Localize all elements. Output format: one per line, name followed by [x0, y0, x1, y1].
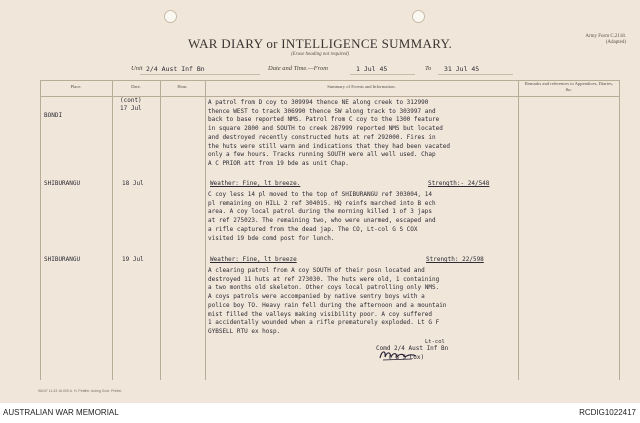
- to-value: 31 Jul 45: [444, 65, 480, 73]
- army-form-number: Army Form C.2118. (Adapted): [585, 34, 626, 45]
- signature-name: ( G S Cox): [388, 354, 425, 361]
- from-underline: [350, 74, 415, 75]
- entry-summary: A patrol from D coy to 309994 thence NE along creek to 312990 thence WEST to track 306990 thence SW along track to 303997 and back to base reported NMS. Patrol from C coy to the 1300 feature in square 2800 and SOUTH to creek 287999 reported NMS but located and destroyed recently constructed huts at ref 292000. Fires in the huts were still warm and indications that they had been vacated only a few hours. Tracks running SOUTH were all well used. Chap A C PRIOR att from 19 bde as unit Chap.: [208, 99, 451, 167]
- archive-id: RCDIG1022417: [579, 408, 636, 417]
- signature-title: Comd 2/4 Aust Inf Bn: [376, 345, 449, 352]
- unit-label: Unit: [131, 65, 143, 72]
- entry-summary: A clearing patrol from A coy SOUTH of their posn located and destroyed 11 huts at ref 273030. The huts were old, 1 containing a two months old skeleton. Other coys local patrolling only NMS. A coys patrols were accompanied by native sentry boys with a police boy TO. Heavy rain fell during the afternoon and a mountain mist filled the valleys making visibility poor. A coy suffered 1 accidentally wounded when a rifle prematurely exploded. Lt G F GYBSELL RTU ex hosp.: [208, 267, 447, 335]
- from-value: 1 Jul 45: [356, 65, 388, 73]
- page-subtitle: (Erase heading not required): [290, 52, 350, 57]
- punch-hole: [412, 10, 425, 23]
- entry-summary: C coy less 14 pl moved to the top of SHIBURANGU ref 303004, 14 pl remaining on HILL 2 ref 304015. HQ reinfs marched into B ech area. A coy local patrol during the morning killed 1 of 3 japs at ref 275023. The remaining two, who were unarmed, escaped and a rifle captured from the dead jap. The CO, Lt-col G S COX visited 19 bde comd post for lunch.: [208, 191, 436, 242]
- entry-place: BONDI: [44, 112, 63, 119]
- col-rule: [112, 80, 113, 380]
- col-header-hour: Hour.: [177, 84, 188, 89]
- punch-hole: [164, 10, 177, 23]
- col-rule: [205, 80, 206, 380]
- col-rule: [518, 80, 519, 380]
- entry-weather: Weather: Fine, lt breeze: [210, 256, 297, 263]
- col-rule: [160, 80, 161, 380]
- to-underline: [438, 74, 513, 75]
- printer-imprint: 96247 11.43 16,000 A. H. Pettifer, Acting Govt. Printer.: [38, 389, 123, 393]
- unit-underline: [140, 74, 260, 75]
- col-header-remarks: Remarks and references to Appendices, Diaries, &c.: [524, 81, 614, 92]
- page-title: WAR DIARY or INTELLIGENCE SUMMARY.: [187, 36, 453, 51]
- entry-place: SHIBURANGU: [44, 180, 81, 187]
- signature-rank: Lt-col: [425, 339, 445, 345]
- entry-strength: Strength:- 24/548: [428, 180, 490, 187]
- entry-date: 18 Jul: [122, 180, 144, 187]
- entry-date: (cont) 17 Jul: [120, 97, 142, 112]
- date-label: Date and Time.—From: [268, 65, 328, 72]
- entry-weather: Weather: Fine, lt breeze.: [210, 180, 301, 187]
- entry-strength: Strength: 22/598: [426, 256, 484, 263]
- col-header-date: Date.: [131, 84, 141, 89]
- table-left-rule: [40, 80, 41, 380]
- entry-place: SHIBURANGU: [44, 256, 81, 263]
- unit-value: 2/4 Aust Inf Bn: [146, 65, 205, 73]
- archive-caption: AUSTRALIAN WAR MEMORIAL: [3, 408, 119, 417]
- col-header-summary: Summary of Events and Information.: [327, 84, 396, 89]
- table-right-rule: [619, 80, 620, 380]
- col-header-place: Place.: [70, 84, 82, 89]
- entry-date: 19 Jul: [122, 256, 144, 263]
- to-label: To: [425, 65, 432, 72]
